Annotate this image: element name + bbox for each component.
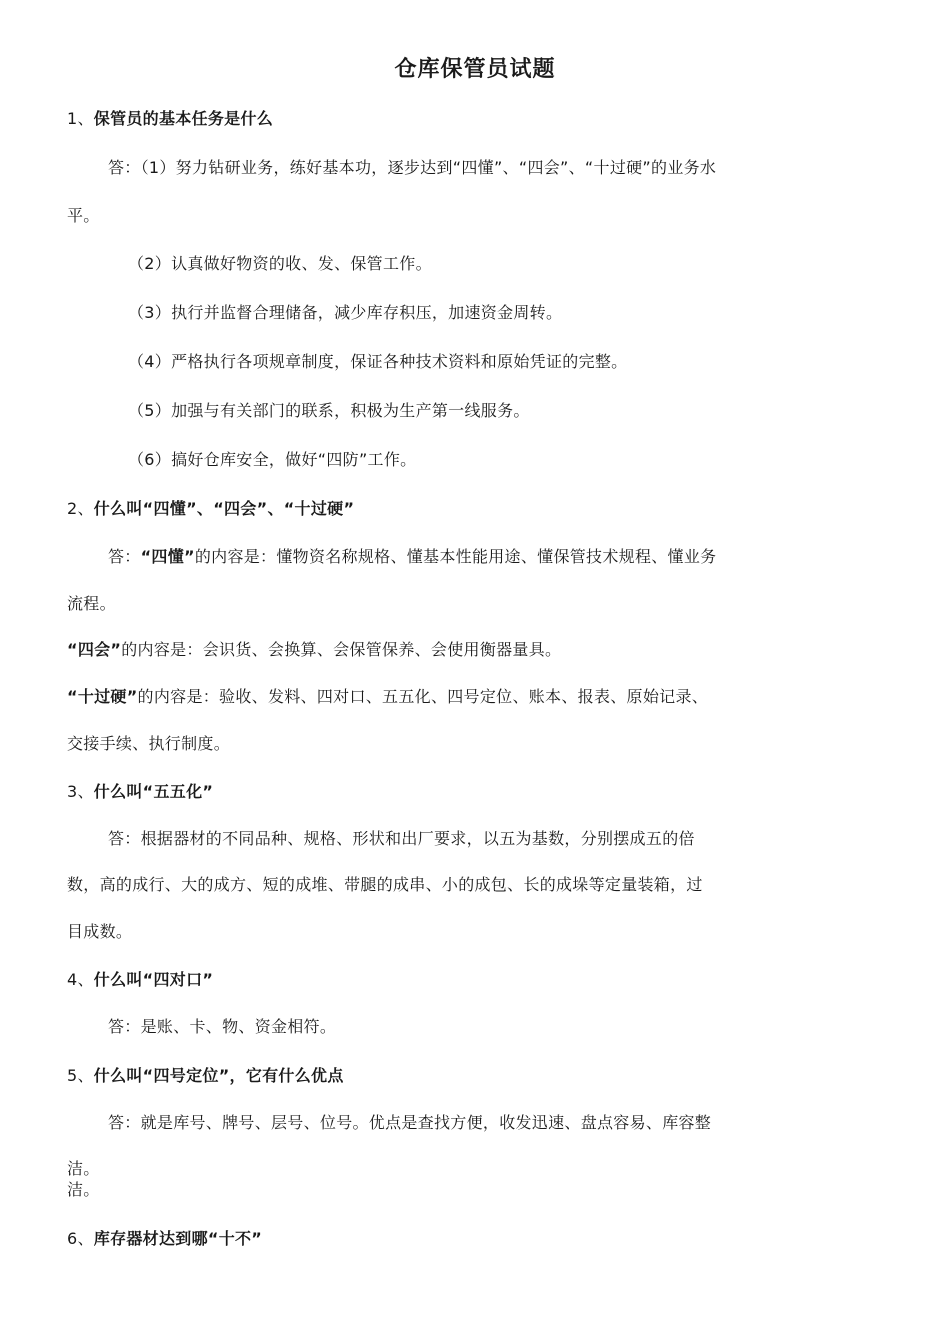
answer-2-term-sidong: “四懂”: [140, 547, 195, 566]
answer-4-line-1: 答：是账、卡、物、资金相符。: [108, 1017, 337, 1036]
answer-1-item-6: （6）搞好仓库安全，做好“四防”工作。: [128, 450, 417, 469]
question-1-text: 保管员的基本任务是什么: [93, 109, 274, 128]
question-5-text: 什么叫“四号定位”，它有什么优点: [93, 1066, 344, 1085]
answer-1-item-4: （4）严格执行各项规章制度，保证各种技术资料和原始凭证的完整。: [128, 352, 628, 371]
answer-2-shiguoying-text: 的内容是：验收、发料、四对口、五五化、四号定位、账本、报表、原始记录、: [137, 687, 709, 706]
answer-2-line-4: [67, 686, 708, 708]
question-2-heading: [67, 498, 354, 520]
answer-3-line-1: 答：根据器材的不同品种、规格、形状和出厂要求，以五为基数，分别摆成五的倍: [108, 829, 695, 848]
answer-2-line-3: [67, 639, 561, 661]
question-6-heading: [67, 1228, 262, 1250]
answer-3-line-2: 数，高的成行、大的成方、短的成堆、带腿的成串、小的成包、长的成垛等定量装箱，过: [67, 875, 703, 894]
question-3-text: 什么叫“五五化”: [93, 782, 214, 801]
question-4-heading: [67, 969, 213, 991]
answer-1-line-1: 答：（1）努力钻研业务，练好基本功，逐步达到“四懂”、“四会”、“十过硬”的业务水: [108, 158, 717, 177]
answer-2-sihui-text: 的内容是：会识货、会换算、会保管保养、会使用衡器量具。: [121, 640, 562, 659]
question-6-number: 6、: [67, 1229, 94, 1248]
answer-3-line-3: 目成数。: [67, 922, 133, 941]
question-5-number: 5、: [67, 1066, 94, 1085]
question-1-heading: [67, 108, 273, 130]
question-4-text: 什么叫“四对口”: [93, 970, 214, 989]
answer-1-item-5: （5）加强与有关部门的联系，积极为生产第一线服务。: [128, 401, 530, 420]
document-title: 仓库保管员试题: [394, 57, 556, 82]
answer-2-line-1: [108, 546, 716, 568]
question-1-number: 1、: [67, 109, 94, 128]
answer-5-line-2: 洁。: [67, 1159, 100, 1178]
question-2-text: 什么叫“四懂”、“四会”、“十过硬”: [93, 499, 355, 518]
answer-2-term-sihui: “四会”: [67, 640, 122, 659]
answer-1-item-2: （2）认真做好物资的收、发、保管工作。: [128, 254, 432, 273]
answer-2-term-shiguoying: “十过硬”: [67, 687, 138, 706]
answer-5-line-3: 洁。: [67, 1180, 100, 1199]
question-2-number: 2、: [67, 499, 94, 518]
answer-1-item-3: （3）执行并监督合理储备，减少库存积压，加速资金周转。: [128, 303, 563, 322]
question-4-number: 4、: [67, 970, 94, 989]
answer-1-line-2: 平。: [67, 206, 100, 225]
answer-5-line-1: 答：就是库号、牌号、层号、位号。优点是查找方便，收发迅速、盘点容易、库容整: [108, 1113, 712, 1132]
answer-2-line-5: 交接手续、执行制度。: [67, 734, 231, 753]
answer-2-sidong-text: 的内容是：懂物资名称规格、懂基本性能用途、懂保管技术规程、懂业务: [194, 547, 717, 566]
question-6-text: 库存器材达到哪“十不”: [93, 1229, 263, 1248]
answer-2-prefix: 答：: [108, 547, 141, 566]
question-5-heading: [67, 1065, 344, 1087]
question-3-heading: [67, 781, 213, 803]
question-3-number: 3、: [67, 782, 94, 801]
answer-2-line-2: 流程。: [67, 594, 116, 613]
